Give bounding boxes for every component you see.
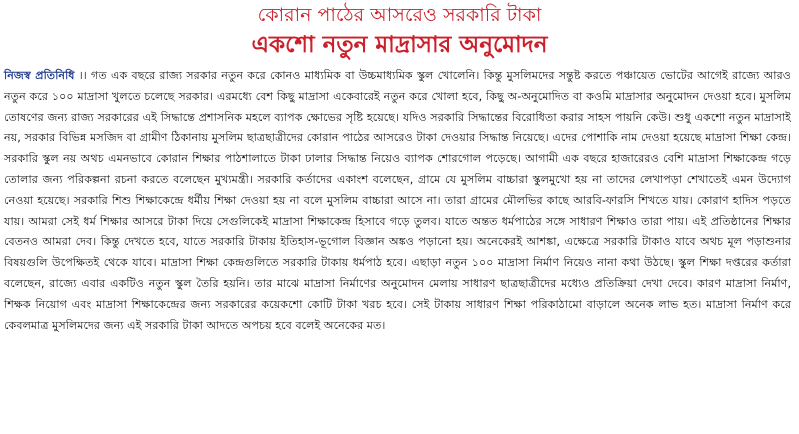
article-body-text: ।। গত এক বছরে রাজ্য সরকার নতুন করে কোনও মাধ্যমিক বা উচ্চমাধ্যমিক স্কুল খোলেনি। কিন্তু মুসলিমদের সন্তুষ্ট করতে পঞ্চায়েত ভোটের আগেই রাজ্যে আরও নতুন করে ১০০ মাদ্রাসা খুলতে চলেছে সরকার। এরমধ্যে বেশ কিছু মাদ্রাসা একেবারেই নতুন করে খোলা হবে, কিছু অ-অনুমোদিত বা কওমি মাদ্রাসার অনুমোদন দেওয়া হবে। মুসলিম তোষণের জন্য রাজ্য সরকারের এই সিদ্ধান্তে প্রশাসনিক মহলে ব্যাপক ক্ষোভের সৃষ্টি হয়েছে। যদিও সরকারি সিদ্ধান্তের বিরোধিতা করার সাহস পায়নি কেউ। শুধু একশো নতুন মাদ্রাসাই নয়, সরকার বিভিন্ন মসজিদ বা গ্রামীণ ঠিকানায় মুসলিম ছাত্রছাত্রীদের কোরান পাঠের আসরেও টাকা দেওয়ার সিদ্ধান্ত নিয়েছে। এদের পোশাকি নাম দেওয়া হয়েছে মাদ্রাসা শিক্ষা কেন্দ্র। সরকারি স্কুল নয় অথচ এমনভাবে কোরান শিক্ষার পাঠশালাতে টাকা ঢালার সিদ্ধান্ত নিয়েও ব্যাপক শোরগোল পড়েছে। আগামী এক বছরে হাজারেরও বেশি মাদ্রাসা শিক্ষাকেন্দ্র গড়ে তোলার জন্য পরিকল্পনা রচনা করতে বলেছেন মুখ্যমন্ত্রী। সরকারি কর্তাদের একাংশ বলেছেন, গ্রামে যে মুসলিম বাচ্চারা স্কুলমুখো হয় না তাদের লেখাপড়া শেখাতেই এমন উদ্যোগ নেওয়া হয়েছে। সরকারি শিশু শিক্ষাকেন্দ্রে ধর্মীয় শিক্ষা দেওয়া হয় না বলে মুসলিম বাচ্চারা আসে না। তারা গ্রামের মৌলভির কাছে আরবি-ফারসি শিখতে যায়। কোরাণ হাদিস পড়তে যায়। আমরা সেই ধর্ম শিক্ষার আসরে টাকা দিয়ে সেগুলিকেই মাদ্রাসা শিক্ষাকেন্দ্র হিসাবে গড়ে তুলব। যাতে অন্তত ধর্মপাঠের সঙ্গে সাধারণ শিক্ষাও তারা পায়। এই প্রতিষ্ঠানের শিক্ষার বেতনও আমরা দেব। কিন্তু দেখতে হবে, যাতে সরকারি টাকায় ইতিহাস-ভূগোল বিজ্ঞান অঙ্কও পড়ানো হয়। অনেকেরই আশঙ্কা, এক্ষেত্রে সরকারি টাকাও যাবে অথচ মূল পড়াশুনার বিষয়গুলি উপেক্ষিতই থেকে যাবে। মাদ্রাসা শিক্ষা কেন্দ্রগুলিতে সরকারি টাকায় ধর্মপাঠ হবে। এছাড়া নতুন ১০০ মাদ্রাসা নির্মাণ নিয়েও নানা কথা উঠছে। স্কুল শিক্ষা দপ্তরের কর্তারা বলেছেন, রাজ্যে এবার একটিও নতুন স্কুল তৈরি হয়নি। তার মাঝে মাদ্রাসা নির্মাণের অনুমোদন মেলায় সাধারণ ছাত্রছাত্রীদের মধ্যেও প্রতিক্রিয়া দেখা দেবে। কারণ মাদ্রাসা নির্মাণ, শিক্ষক নিয়োগ এবং মাদ্রাসা শিক্ষাকেন্দ্রের জন্য সরকারের কয়েকশো কোটি টাকা খরচ হবে। সেই টাকায় সাধারণ শিক্ষা পরিকাঠামো বাড়ালে অনেক লাভ হত। মাদ্রাসা নির্মাণ করে কেবলমাত্র মুসলিমদের জন্য এই সরকারি টাকা আদতে অপচয় হবে বলেই অনেকের মত। xyxy=(4,69,792,332)
article-subheadline: কোরান পাঠের আসরেও সরকারি টাকা xyxy=(257,4,542,26)
article-headline: একশো নতুন মাদ্রাসার অনুমোদন xyxy=(251,32,548,58)
article-body xyxy=(4,66,791,336)
article-byline: নিজস্ব প্রতিনিধি xyxy=(4,69,75,82)
